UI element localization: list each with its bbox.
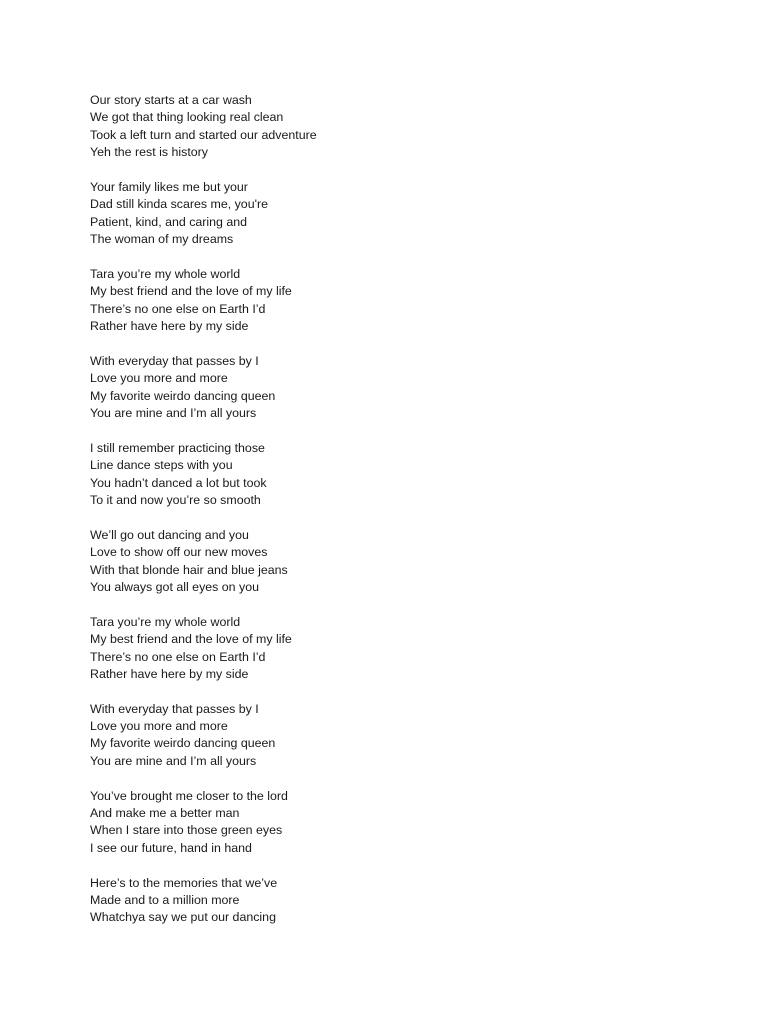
lyric-line: Here’s to the memories that we’ve: [90, 875, 278, 890]
lyric-line: My best friend and the love of my life: [90, 632, 292, 647]
stanza: [90, 788, 690, 858]
stanza: [90, 701, 690, 771]
lyric-line: Patient, kind, and caring and: [90, 214, 248, 229]
lyric-line: Love you more and more: [90, 719, 228, 734]
lyric-line: Dad still kinda scares me, you're: [90, 197, 268, 212]
lyric-line: Whatchya say we put our dancing: [90, 910, 276, 925]
stanza: [90, 527, 690, 597]
lyric-line: Rather have here by my side: [90, 319, 249, 334]
lyric-line: With everyday that passes by I: [90, 701, 259, 716]
lyric-line: Line dance steps with you: [90, 458, 233, 473]
lyric-line: There’s no one else on Earth I’d: [90, 649, 266, 664]
lyric-line: When I stare into those green eyes: [90, 823, 283, 838]
lyric-line: With that blonde hair and blue jeans: [90, 562, 288, 577]
lyric-line: You hadn’t danced a lot but took: [90, 475, 267, 490]
lyric-line: You are mine and I’m all yours: [90, 406, 257, 421]
lyric-line: I see our future, hand in hand: [90, 840, 252, 855]
lyrics-body: [90, 92, 690, 944]
lyric-line: My best friend and the love of my life: [90, 284, 292, 299]
lyric-line: Our story starts at a car wash: [90, 93, 252, 107]
lyric-line: We’ll go out dancing and you: [90, 527, 249, 542]
lyric-line: The woman of my dreams: [90, 232, 234, 247]
lyric-line: Made and to a million more: [90, 892, 240, 907]
lyric-line: My favorite weirdo dancing queen: [90, 736, 276, 751]
lyric-line: With everyday that passes by I: [90, 353, 259, 368]
stanza: [90, 266, 690, 336]
lyric-line: Love to show off our new moves: [90, 545, 268, 560]
stanza: [90, 92, 690, 162]
stanza: [90, 179, 690, 249]
lyric-line: Tara you’re my whole world: [90, 266, 241, 281]
lyric-line: You always got all eyes on you: [90, 579, 259, 594]
lyric-line: Rather have here by my side: [90, 666, 249, 681]
lyric-line: Took a left turn and started our adventure: [90, 127, 317, 142]
lyric-line: There’s no one else on Earth I’d: [90, 301, 266, 316]
lyric-line: Yeh the rest is history: [90, 145, 209, 160]
lyric-line: Your family likes me but your: [90, 179, 248, 194]
lyric-line: Love you more and more: [90, 371, 228, 386]
lyric-line: I still remember practicing those: [90, 440, 265, 455]
stanza: [90, 614, 690, 684]
lyric-line: You are mine and I’m all yours: [90, 753, 257, 768]
lyric-line: Tara you’re my whole world: [90, 614, 241, 629]
stanza: [90, 440, 690, 510]
lyric-line: My favorite weirdo dancing queen: [90, 388, 276, 403]
lyric-line: We got that thing looking real clean: [90, 110, 284, 125]
stanza: [90, 353, 690, 423]
lyric-line: To it and now you’re so smooth: [90, 492, 261, 507]
lyric-line: You’ve brought me closer to the lord: [90, 788, 288, 803]
stanza: [90, 875, 690, 927]
lyric-line: And make me a better man: [90, 806, 240, 821]
